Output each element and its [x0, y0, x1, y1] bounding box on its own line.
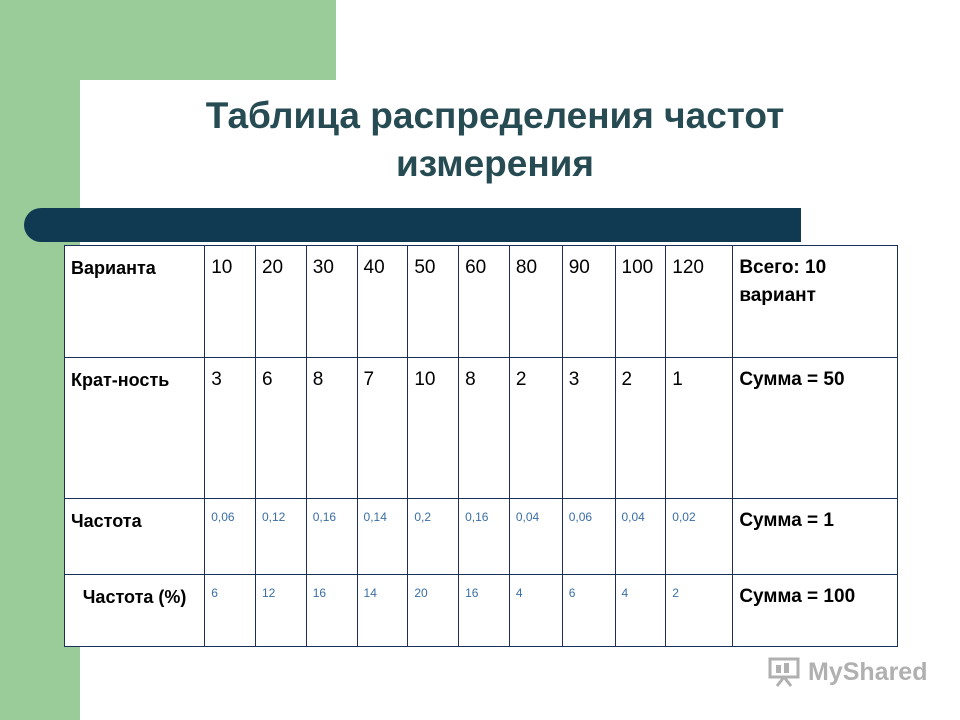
- multiplicity-cell: 10: [408, 357, 459, 499]
- frequency-cell: 0,12: [255, 499, 306, 574]
- variant-cell: 10: [205, 246, 256, 358]
- frequency-percent-cell: 6: [562, 574, 615, 646]
- slide-title: [100, 92, 890, 188]
- table-row-frequency-percent: [65, 574, 898, 646]
- frequency-cell: 0,02: [666, 499, 733, 574]
- frequency-cell: 0,16: [459, 499, 510, 574]
- multiplicity-cell: 3: [562, 357, 615, 499]
- frequency-cell: 0,14: [357, 499, 408, 574]
- summary-percent-sum: Сумма = 100: [733, 574, 898, 646]
- table-row-variants: [65, 246, 898, 358]
- summary-frequency-sum: Сумма = 1: [733, 499, 898, 574]
- multiplicity-cell: 8: [459, 357, 510, 499]
- frequency-percent-cell: 16: [306, 574, 357, 646]
- multiplicity-cell: 6: [255, 357, 306, 499]
- frequency-percent-cell: 16: [459, 574, 510, 646]
- frequency-cell: 0,06: [562, 499, 615, 574]
- frequency-percent-cell: 6: [205, 574, 256, 646]
- multiplicity-cell: 2: [509, 357, 562, 499]
- frequency-percent-cell: 20: [408, 574, 459, 646]
- frequency-percent-cell: 4: [615, 574, 666, 646]
- frequency-percent-cell: 14: [357, 574, 408, 646]
- table-row-frequency: [65, 499, 898, 574]
- presentation-board-icon: [768, 656, 802, 688]
- watermark-logo: [768, 656, 927, 688]
- variant-cell: 80: [509, 246, 562, 358]
- variant-cell: 120: [666, 246, 733, 358]
- variant-cell: 40: [357, 246, 408, 358]
- frequency-percent-cell: 2: [666, 574, 733, 646]
- multiplicity-cell: 2: [615, 357, 666, 499]
- frequency-percent-cell: 12: [255, 574, 306, 646]
- slide-title-line-2: измерения: [395, 143, 595, 184]
- row-label-frequency-percent: Частота (%): [65, 574, 205, 646]
- frequency-cell: 0,06: [205, 499, 256, 574]
- variant-cell: 20: [255, 246, 306, 358]
- multiplicity-cell: 7: [357, 357, 408, 499]
- frequency-table: [64, 245, 898, 647]
- frequency-percent-cell: 4: [509, 574, 562, 646]
- row-label-multiplicity: Крат-ность: [65, 357, 205, 499]
- row-label-frequency: Частота: [65, 499, 205, 574]
- frequency-cell: 0,04: [615, 499, 666, 574]
- table-row-multiplicity: [65, 357, 898, 499]
- frequency-cell: 0,04: [509, 499, 562, 574]
- variant-cell: 30: [306, 246, 357, 358]
- frequency-cell: 0,2: [408, 499, 459, 574]
- summary-multiplicity-sum: Сумма = 50: [733, 357, 898, 499]
- variant-cell: 50: [408, 246, 459, 358]
- row-label-variant: Варианта: [65, 246, 205, 358]
- green-top-block: [0, 0, 336, 80]
- multiplicity-cell: 8: [306, 357, 357, 499]
- multiplicity-cell: 3: [205, 357, 256, 499]
- variant-cell: 100: [615, 246, 666, 358]
- frequency-cell: 0,16: [306, 499, 357, 574]
- watermark-text: MyShared: [808, 657, 928, 686]
- slide-title-line-1: Таблица распределения частот: [205, 95, 785, 136]
- variant-cell: 60: [459, 246, 510, 358]
- summary-total-variants: Всего: 10 вариант: [733, 246, 898, 358]
- decorative-bar: [24, 208, 801, 242]
- variant-cell: 90: [562, 246, 615, 358]
- multiplicity-cell: 1: [666, 357, 733, 499]
